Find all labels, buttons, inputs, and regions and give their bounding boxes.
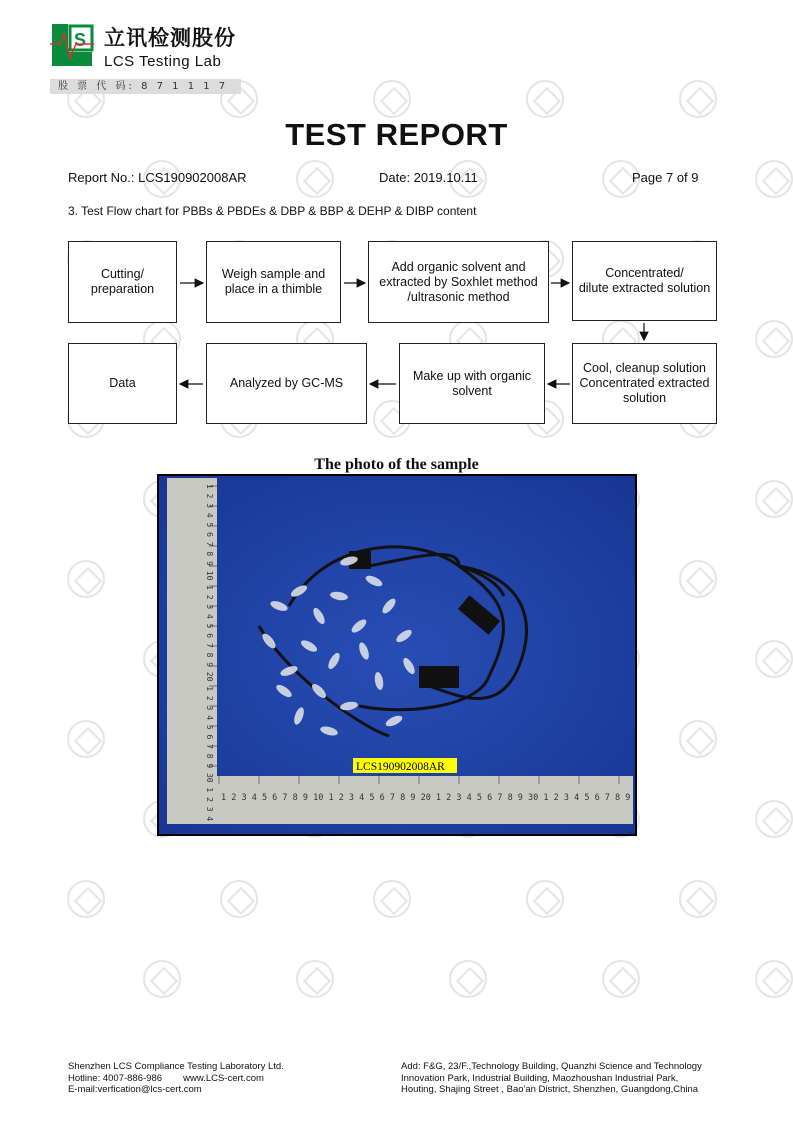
- flow-step-concentrate: Concentrated/ dilute extracted solution: [572, 241, 717, 321]
- company-name-en: LCS Testing Lab: [104, 53, 222, 70]
- footer-left: [68, 1061, 284, 1096]
- watermark-icon: [755, 800, 793, 838]
- test-flow-chart: [0, 0, 793, 440]
- footer-email: E-mail:verfication@lcs-cert.com: [68, 1084, 202, 1095]
- watermark-icon: [67, 880, 105, 918]
- watermark-icon: [755, 480, 793, 518]
- flow-step-makeup: Make up with organic solvent: [399, 343, 545, 424]
- watermark-icon: [526, 880, 564, 918]
- flow-step-weigh: Weigh sample and place in a thimble: [206, 241, 341, 323]
- footer-company: Shenzhen LCS Compliance Testing Laboratory Ltd.: [68, 1061, 284, 1072]
- flow-step-data: Data: [68, 343, 177, 424]
- watermark-icon: [602, 960, 640, 998]
- footer-hotline: Hotline: 4007-886-986 www.LCS-cert.com: [68, 1072, 264, 1084]
- footer-right: [401, 1061, 702, 1096]
- watermark-icon: [755, 960, 793, 998]
- footer-address-2: Innovation Park, Industrial Building, Maozhoushan Industrial Park,: [401, 1072, 679, 1084]
- watermark-icon: [67, 720, 105, 758]
- ruler-bottom-numbers: 1 2 3 4 5 6 7 8 9 10 1 2 3 4 5 6 7 8 9 20 1 2 3 4 5 6 7 8 9 30 1 2 3 4 5 6 7 8 9 40: [221, 793, 635, 803]
- watermark-icon: [220, 880, 258, 918]
- flow-arrows: [0, 0, 793, 440]
- watermark-icon: [296, 960, 334, 998]
- company-name-cn: 立讯检测股份: [104, 26, 236, 50]
- sample-photo: [157, 474, 637, 836]
- logo-letter: S: [74, 30, 87, 50]
- flow-step-cutting: Cutting/ preparation: [68, 241, 177, 323]
- watermark-icon: [679, 560, 717, 598]
- stock-code: 股 票 代 码: 8 7 1 1 1 7: [50, 79, 241, 94]
- report-number: Report No.: LCS190902008AR: [68, 170, 247, 185]
- page-number: Page 7 of 9: [632, 170, 699, 185]
- section-title: 3. Test Flow chart for PBBs & PBDEs & DBP & BBP & DEHP & DIBP content: [68, 204, 477, 218]
- watermark-icon: [143, 960, 181, 998]
- flow-step-gcms: Analyzed by GC-MS: [206, 343, 367, 424]
- watermark-icon: [679, 880, 717, 918]
- sample-label: LCS190902008AR: [356, 761, 445, 773]
- report-date: Date: 2019.10.11: [379, 170, 478, 185]
- report-title: TEST REPORT: [285, 117, 508, 152]
- flow-step-extract: Add organic solvent and extracted by Soxhlet method /ultrasonic method: [368, 241, 549, 323]
- ruler-left-numbers: 1 2 3 4 5 6 7 8 9 10 1 2 3 4 5 6 7 8 9 20 1 2 3 4 5 6 7 8 9 30 1 2 3 4: [205, 484, 214, 822]
- sample-photo-image: [159, 476, 635, 834]
- photo-title: The photo of the sample: [314, 456, 479, 473]
- flow-step-cleanup: Cool, cleanup solution Concentrated extracted solution: [572, 343, 717, 424]
- watermark-icon: [755, 640, 793, 678]
- watermark-icon: [373, 880, 411, 918]
- footer-address-3: Houting, Shajing Street , Bao'an District, Shenzhen, Guangdong,China: [401, 1084, 699, 1095]
- watermark-icon: [449, 960, 487, 998]
- watermark-icon: [679, 720, 717, 758]
- watermark-icon: [67, 560, 105, 598]
- footer-address-1: Add: F&G, 23/F.,Technology Building, Quanzhi Science and Technology: [401, 1061, 702, 1072]
